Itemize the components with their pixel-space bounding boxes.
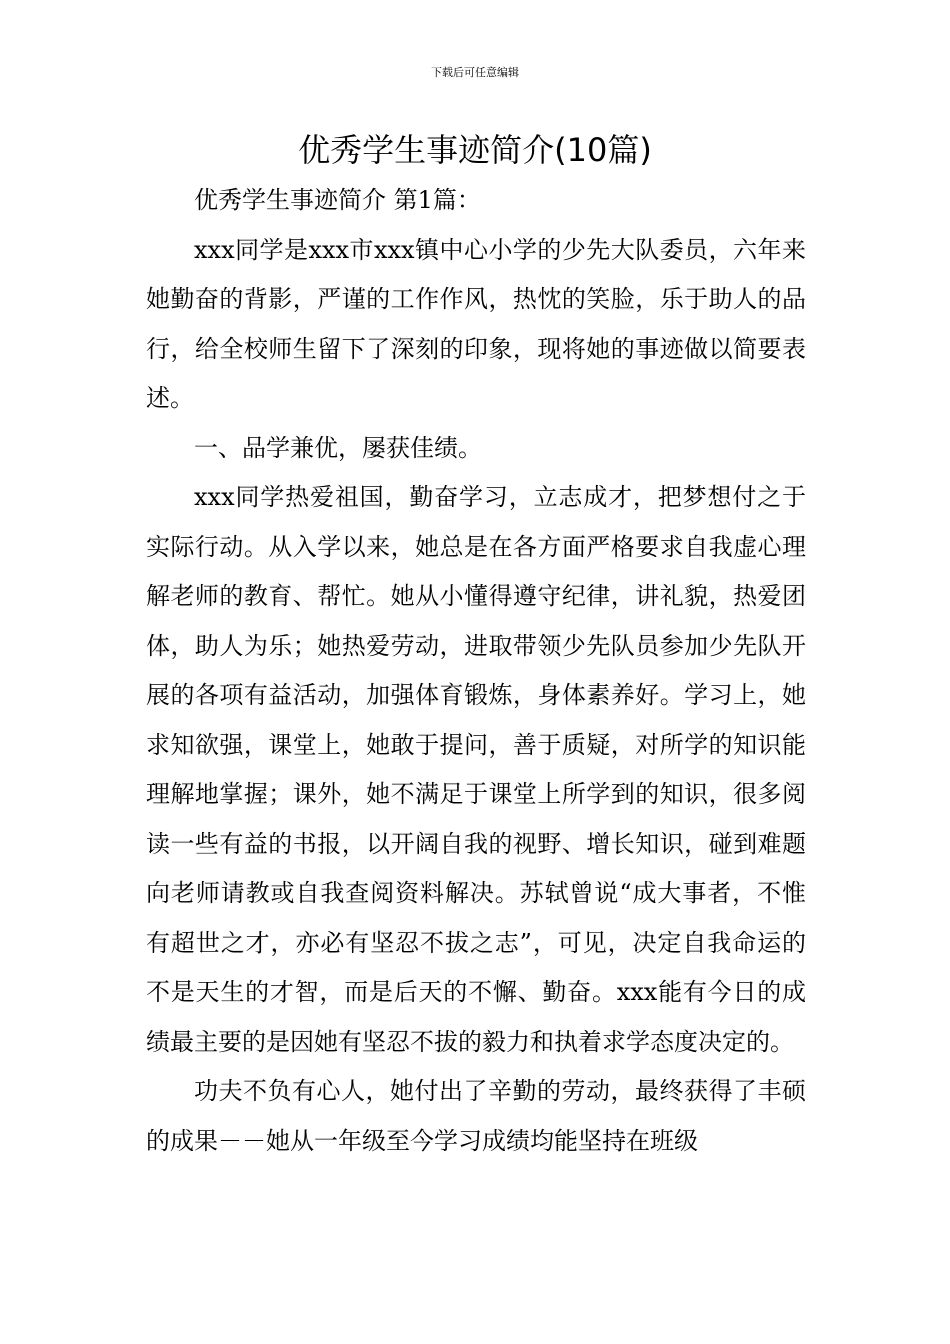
header-note: 下载后可任意编辑 bbox=[431, 66, 519, 79]
paragraph-section-heading: 优秀学生事迹简介 第1篇： bbox=[194, 186, 481, 214]
paragraph-main: xxx同学热爱祖国，勤奋学习，立志成才，把梦想付之于实际行动。从入学以来，她总是在各方面严格要求自我虚心理解老师的教育、帮忙。她从小懂得遵守纪律，讲礼貌，热爱团体，助人为乐；她热爱劳动，进取带领少先队员参加少先队开展的各项有益活动，加强体育锻炼，身体素养好。学习上，她求知欲强，课堂上，她敢于提问，善于质疑，对所学的知识能理解地掌握；课外，她不满足于课堂上所学到的知识，很多阅读一些有益的书报，以开阔自我的视野、增长知识，碰到难题向老师请教或自我查阅资料解决。苏轼曾说“成大事者，不惟有超世之才，亦必有坚忍不拔之志”，可见，决定自我命运的不是天生的才智，而是后天的不懈、勤奋。xxx能有今日的成绩最主要的是因她有坚忍不拔的毅力和执着求学态度决定的。 bbox=[146, 483, 806, 1056]
paragraph-subheading: 一、品学兼优，屡获佳绩。 bbox=[194, 433, 482, 462]
document-title: 优秀学生事迹简介(10篇) bbox=[298, 131, 652, 169]
document-body bbox=[146, 176, 806, 1166]
paragraph-intro: xxx同学是xxx市xxx镇中心小学的少先大队委员，六年来她勤奋的背影，严谨的工作作风，热忱的笑脸，乐于助人的品行，给全校师生留下了深刻的印象，现将她的事迹做以简要表述。 bbox=[146, 235, 806, 412]
paragraph-continuation: 功夫不负有心人，她付出了辛勤的劳动，最终获得了丰硕的成果－－她从一年级至今学习成绩均能坚持在班级 bbox=[146, 1077, 806, 1155]
